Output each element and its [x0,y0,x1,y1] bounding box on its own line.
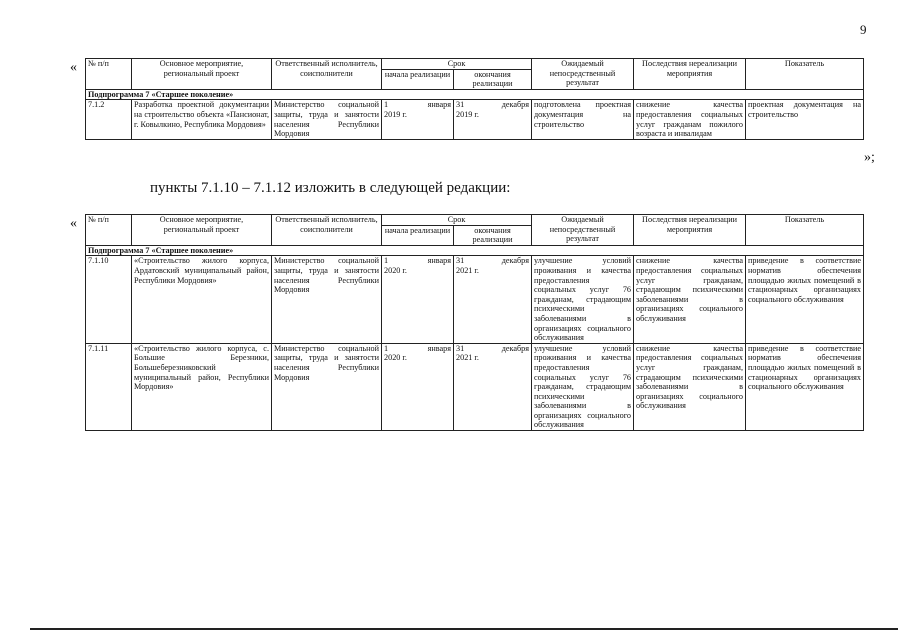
row-num: 7.1.10 [86,256,132,343]
header-indicator: Показатель [746,59,864,90]
table-row [86,343,864,430]
header-term: Срок [382,59,532,70]
header-event: Основное мероприятие, региональный проект [132,59,272,90]
row-consequences: снижение качества предоставления социальных услуг гражданам пожилого возраста и инвалидам [634,100,746,139]
header-result: Ожидаемый непосредственный результат [532,215,634,246]
row-indicator: приведение в соответствие норматив обеспечения площадью жилых помещений в стационарных организациях социального обслуживания [746,256,864,343]
header-executor: Ответственный исполнитель, соисполнители [272,59,382,90]
open-quote-2: « [70,216,77,231]
header-event: Основное мероприятие, региональный проект [132,215,272,246]
row-start: 1 января 2020 г. [382,256,454,343]
table-row [86,256,864,343]
row-event: Разработка проектной документации на строительство объекта «Пансионат, г. Ковылкино, Республика Мордовия» [132,100,272,139]
row-event: «Строительство жилого корпуса, Ардатовский муниципальный район, Республики Мордовия» [132,256,272,343]
header-start: начала реализации [382,225,454,245]
row-start: 1 января 2019 г. [382,100,454,139]
bottom-rule [30,628,898,630]
table-second [85,214,863,431]
subprogram-title: Подпрограмма 7 «Старшее поколение» [86,89,864,100]
row-end: 31 декабря 2021 г. [454,256,532,343]
header-executor: Ответственный исполнитель, соисполнители [272,215,382,246]
row-indicator: приведение в соответствие норматив обеспечения площадью жилых помещений в стационарных организациях социального обслуживания [746,343,864,430]
table-row [86,100,864,139]
header-end: окончания реализации [454,225,532,245]
row-result: улучшение условий проживания и качества предоставления социальных услуг 76 гражданам, страдающим психическими заболеваниями в организациях социального обслуживания [532,256,634,343]
row-end: 31 декабря 2019 г. [454,100,532,139]
header-result: Ожидаемый непосредственный результат [532,59,634,90]
header-indicator: Показатель [746,215,864,246]
row-executor: Министерство социальной защиты, труда и занятости населения Республики Мордовия [272,256,382,343]
row-result: подготовлена проектная документация на строительство [532,100,634,139]
header-term: Срок [382,215,532,226]
row-event: «Строительство жилого корпуса, с. Большие Березники, Большеберезниковский муниципальный район, Республики Мордовия» [132,343,272,430]
subprogram-title: Подпрограмма 7 «Старшее поколение» [86,245,864,256]
header-consequences: Последствия нереализации мероприятия [634,215,746,246]
row-result: улучшение условий проживания и качества предоставления социальных услуг 76 гражданам, страдающим психическими заболеваниями в организациях социального обслуживания [532,343,634,430]
row-executor: Министерство социальной защиты, труда и занятости населения Республики Мордовия [272,343,382,430]
row-num: 7.1.11 [86,343,132,430]
row-end: 31 декабря 2021 г. [454,343,532,430]
row-consequences: снижение качества предоставления социальных услуг гражданам, страдающим психическими заболеваниями в организациях социального обслуживания [634,256,746,343]
header-num: № п/п [86,215,132,246]
row-consequences: снижение качества предоставления социальных услуг гражданам, страдающим психическими заболеваниями в организациях социального обслуживания [634,343,746,430]
header-end: окончания реализации [454,69,532,89]
page-number: 9 [860,22,867,37]
header-start: начала реализации [382,69,454,89]
row-indicator: проектная документация на строительство [746,100,864,139]
header-consequences: Последствия нереализации мероприятия [634,59,746,90]
row-executor: Министерство социальной защиты, труда и занятости населения Республики Мордовия [272,100,382,139]
close-quote-1: »; [864,150,875,165]
open-quote-1: « [70,60,77,75]
intro-text: пункты 7.1.10 – 7.1.12 изложить в следующей редакции: [150,180,511,196]
header-num: № п/п [86,59,132,90]
table-first [85,58,863,140]
row-start: 1 января 2020 г. [382,343,454,430]
row-num: 7.1.2 [86,100,132,139]
